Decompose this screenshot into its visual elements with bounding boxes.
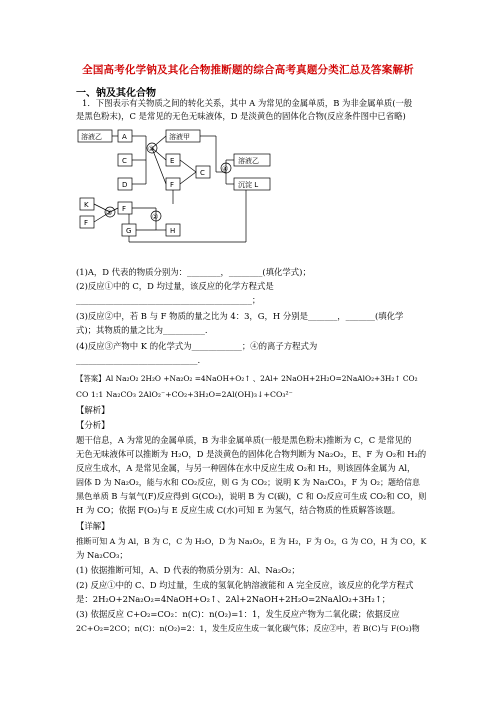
analysis-subheading: 【分析】 (76, 420, 110, 430)
diagram-reaction-4: ④ (222, 165, 229, 173)
diagram-reaction-2: ② (152, 213, 159, 221)
detail-line-4: (2) 反应①中的 C、D 均过量，生成的氢氧化钠溶液能和 A 完全反应，该反应的化学方程式 (76, 580, 414, 590)
analysis-line-5: 黑色单质 B 与氧气(F)反应得到 G(CO₂)，说明 B 为 C(碳)，C 和 O₂反应可生成 CO₂和 CO，则 (76, 491, 427, 501)
diagram-reaction-1: ① (148, 145, 155, 153)
diagram-node-f-left: F (84, 219, 89, 227)
question-4-line-2: _____________________________. (76, 355, 201, 365)
answer-line-1: 【答案】Al Na₂O₂ 2H₂O +Na₂O₂ =4NaOH+O₂↑ 、2Al+ 2NaOH+2H₂O=2NaAlO₂+3H₂↑ CO₂ (76, 374, 418, 383)
diagram-solution-a: 溶液甲 (169, 133, 190, 141)
conversion-diagram (76, 128, 276, 248)
diagram-node-d: D (122, 181, 128, 189)
question-2-blank: __________________________________________； (76, 295, 261, 305)
question-4-line-1: (4)反应③产物中 K 的化学式为____________；④的离子方程式为 (76, 341, 318, 351)
question-2: (2)反应①中的 C，D 均过量，该反应的化学方程式是 (76, 281, 274, 291)
diagram-reaction-3: ③ (106, 209, 113, 217)
question-intro-line-2: 是黑色粉末)，C 是常见的无色无味液体，D 是淡黄色的固体化合物(反应条件图中已省略) (76, 111, 406, 121)
diagram-node-k: K (84, 201, 89, 209)
answer-line-2: CO 1:1 Na₂CO₃ 2AlO₂⁻+CO₂+3H₂O=2Al(OH)₃↓+CO₃²⁻ (76, 390, 293, 399)
diagram-node-c-right: C (200, 169, 205, 177)
diagram-node-g: G (126, 227, 132, 235)
diagram-node-h: H (170, 227, 176, 235)
diagram-node-c: C (122, 157, 127, 165)
diagram-solution-b: 溶液乙 (81, 133, 102, 141)
analysis-line-4: 固体 D 为 Na₂O₂，能与水和 CO₂反应，则 G 为 CO₂；说明 K 为 Na₂CO₃，F 为 O₂；题给信息 (76, 478, 420, 487)
detail-line-3: (1) 依据推断可知，A、D 代表的物质分别为：Al、Na₂O₂； (76, 565, 300, 575)
diagram-precipitate-l: 沉淀 L (238, 181, 259, 189)
analysis-line-1: 题干信息，A 为常见的金属单质，B 为非金属单质(一般是黑色粉末)推断为 C，C 是常见的 (76, 435, 412, 445)
analysis-line-3: 反应生成水，A 是常见金属，与另一种固体在水中反应生成 O₂和 H₂，则该固体金属为 Al， (76, 463, 416, 473)
question-intro-line-1: 1．下图表示有关物质之间的转化关系，其中 A 为常见的金属单质，B 为非金属单质(一般 (82, 98, 413, 108)
document-title: 全国高考化学钠及其化合物推断题的综合高考真题分类汇总及答案解析 (82, 64, 414, 76)
detail-line-7: 2C+O₂=2CO；n(C)：n(O₂)=2：1，发生反应生成一氧化碳气体；反应②中，若 B(C)与 F(O₂)物 (76, 624, 420, 633)
question-3-line-1: (3)反应②中，若 B 与 F 物质的量之比为 4：3，G，H 分别是_______，_______(填化学 (76, 311, 404, 321)
section-heading: 一、钠及其化合物 (76, 88, 156, 99)
detail-line-6: (3) 依据反应 C+O₂=CO₂：n(C)：n(O₂)=1：1，发生反应产物为二氧化碳；依据反应 (76, 609, 400, 619)
question-3-line-2: 式)；其物质的量之比为__________. (76, 325, 208, 335)
question-1: (1)A，D 代表的物质分别为：________，________(填化学式)； (76, 267, 311, 277)
analysis-heading: 【解析】 (76, 405, 110, 415)
diagram-node-f: F (170, 181, 175, 189)
detail-line-5: 是：2H₂O+2Na₂O₂=4NaOH+O₂↑、2Al+2NaOH+2H₂O=2NaAlO₂+3H₂↑； (76, 594, 391, 604)
diagram-node-b: F (122, 205, 127, 213)
diagram-node-a: A (122, 133, 127, 141)
diagram-node-e: E (170, 157, 175, 165)
detail-line-2: 为 Na₂CO₃； (76, 550, 128, 560)
analysis-line-6: H 为 CO；依据 F(O₂)与 E 反应生成 C(水)可知 E 为氢气，结合物质的性质解答该题。 (76, 505, 401, 515)
analysis-line-2: 无色无味液体可以推断为 H₂O，D 是淡黄色的固体化合物判断为 Na₂O₂，E、F 为 O₂和 H₂的 (76, 449, 427, 459)
detail-line-1: 推断可知 A 为 Al，B 为 C，C 为 H₂O，D 为 Na₂O₂，E 为 H₂，F 为 O₂，G 为 CO，H 为 CO，K (76, 537, 427, 546)
detail-heading: 【详解】 (76, 521, 110, 531)
diagram-solution-b-right: 溶液乙 (238, 157, 259, 165)
